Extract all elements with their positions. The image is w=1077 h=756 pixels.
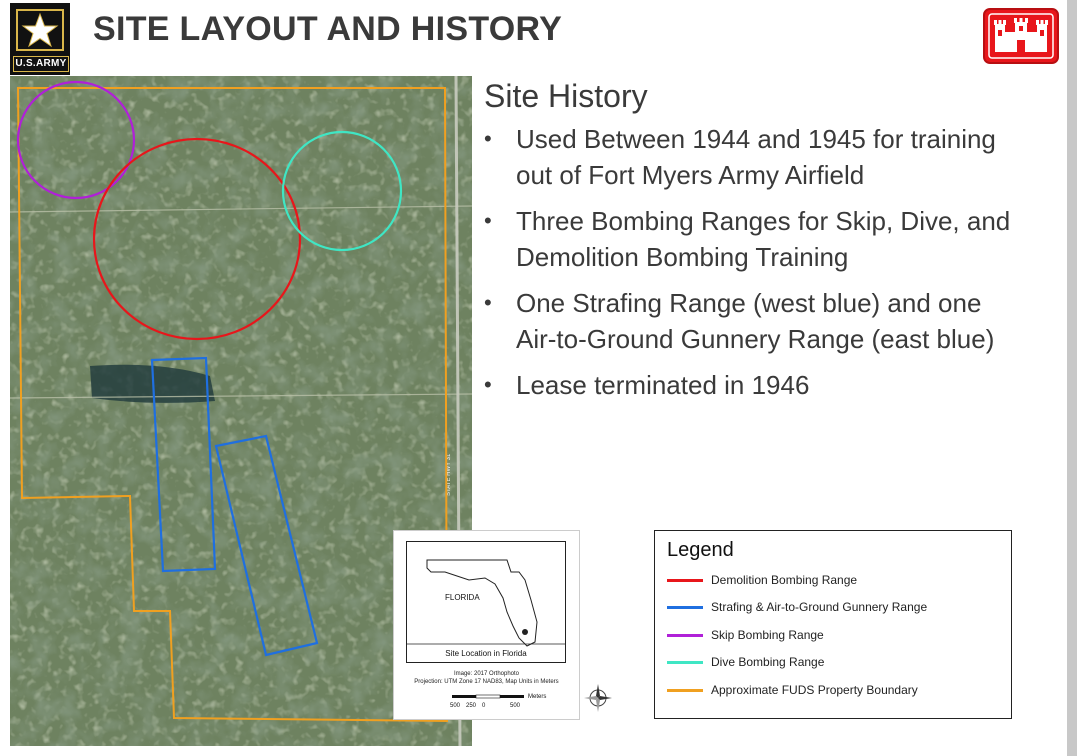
scale-unit: Meters (528, 694, 547, 700)
florida-outline-map (406, 541, 566, 663)
scale-tick: 250 (466, 703, 477, 709)
florida-inset-map (393, 530, 580, 720)
page-title: SITE LAYOUT AND HISTORY (93, 10, 563, 48)
legend-label: Dive Bombing Range (711, 655, 825, 669)
bullet-icon: • (484, 372, 492, 397)
bullet-item: • One Strafing Range (west blue) and one Air-to-Ground Gunnery Range (east blue) (484, 285, 1016, 357)
legend-label: Demolition Bombing Range (711, 573, 858, 587)
legend-label: Strafing & Air-to-Ground Gunnery Range (711, 600, 928, 614)
legend-label: Skip Bombing Range (711, 628, 824, 642)
bullet-icon: • (484, 290, 492, 315)
image-note: Image: 2017 Orthophoto (453, 671, 520, 677)
bullet-icon: • (484, 208, 492, 233)
scale-tick: 500 (450, 703, 461, 709)
legend-title: Legend (667, 539, 734, 561)
site-location-dot (522, 629, 528, 635)
bullet-icon: • (484, 126, 492, 151)
history-bullet-list (484, 121, 1044, 403)
usace-castle-logo (983, 8, 1059, 64)
road-label: STATE HWY 31 (446, 453, 452, 496)
scale-bar (444, 691, 554, 713)
legend-swatch (667, 579, 703, 582)
site-history-panel (484, 78, 1044, 413)
legend-label: Approximate FUDS Property Boundary (711, 683, 918, 697)
bullet-item: • Three Bombing Ranges for Skip, Dive, and Demolition Bombing Training (484, 203, 1016, 275)
bullet-item: • Lease terminated in 1946 (484, 367, 1016, 403)
army-star-icon (14, 7, 66, 53)
bullet-item: • Used Between 1944 and 1945 for training out of Fort Myers Army Airfield (484, 121, 1016, 193)
inset-caption: Site Location in Florida (445, 649, 527, 658)
legend-swatch (667, 634, 703, 637)
state-label: FLORIDA (445, 593, 480, 602)
section-heading: Site History (484, 78, 648, 114)
legend-swatch (667, 606, 703, 609)
slide-edge (1067, 0, 1077, 756)
us-army-logo (10, 3, 70, 75)
scale-tick: 500 (510, 703, 521, 709)
legend-swatch (667, 661, 703, 664)
slide-header (0, 0, 1067, 70)
scale-tick: 0 (482, 703, 486, 709)
army-logo-text: U.S.ARMY (13, 56, 69, 72)
projection-note: Projection: UTM Zone 17 NAD83, Map Units in Meters (414, 679, 559, 685)
map-legend (654, 530, 1012, 719)
compass-rose-icon (582, 682, 614, 714)
legend-swatch (667, 689, 703, 692)
